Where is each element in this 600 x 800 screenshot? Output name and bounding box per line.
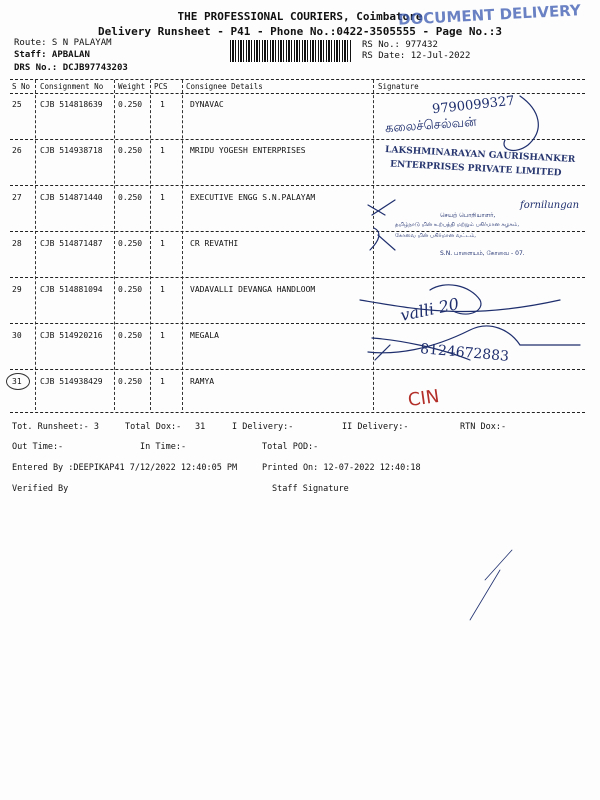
table-row-sno: 29 [12,285,22,294]
table-row-sno: 27 [12,193,22,202]
company-title: THE PROFESSIONAL COURIERS, Coimbatore [177,10,423,23]
verified-by: Verified By [12,484,69,494]
table-row-sno: 31 [12,377,22,386]
col-signature: Signature [378,82,419,91]
table-row-consignment: CJB 514818639 [40,100,103,109]
total-dox-label: Total Dox:- [125,422,182,432]
route-label: Route: S N PALAYAM [14,38,112,48]
signature-25-number: 9790099327 [431,93,516,118]
company-stamp-line1: LAKSHMINARAYAN GAURISHANKER [384,145,576,165]
table-row-pcs: 1 [160,146,165,155]
table-row-consignee: EXECUTIVE ENGG S.N.PALAYAM [190,193,316,202]
table-row-sno: 28 [12,239,22,248]
printed-on: Printed On: 12-07-2022 12:40:18 [262,463,421,473]
signature-27-word: fornilungan [520,200,580,211]
ii-delivery-label: II Delivery:- [342,422,409,432]
table-row-pcs: 1 [160,239,165,248]
table-row-consignment: CJB 514871487 [40,239,103,248]
table-row-sno: 25 [12,100,22,109]
table-row-weight: 0.250 [118,100,143,109]
official-stamp-line2: தமிழ்நாடு மின் உற்பத்தி மற்றும் பகிர்மான கழகம், [395,222,520,228]
entered-by: Entered By :DEEPIKAP41 7/12/2022 12:40:05 PM [12,463,238,473]
table-row-weight: 0.250 [118,193,143,202]
table-row-consignment: CJB 514938718 [40,146,103,155]
table-row-weight: 0.250 [118,377,143,386]
table-row-pcs: 1 [160,377,165,386]
table-row-consignee: RAMYA [190,377,215,386]
out-time-label: Out Time:- [12,442,64,452]
signature-30-number: 8124672883 [419,341,510,365]
table-row-weight: 0.250 [118,146,143,155]
official-stamp-line3: கோவை மின் பகிர்மான வட்டம், [395,233,477,239]
official-stamp-line1: செயற் பொறியாளர், [440,212,496,219]
in-time-label: In Time:- [140,442,187,452]
table-row-pcs: 1 [160,100,165,109]
col-sno: S No [12,82,31,91]
signature-29-scribble: valli 20 [398,294,461,325]
official-stamp-line4: S.N. பாளையம், கோவை - 07. [440,250,525,257]
rs-date: RS Date: 12-Jul-2022 [362,51,471,61]
table-row-consignment: CJB 514920216 [40,331,103,340]
rs-number: RS No.: 977432 [362,40,438,50]
col-consignment: Consignment No [40,82,104,91]
total-pod-label: Total POD:- [262,442,319,452]
total-dox-value: 31 [195,422,206,432]
table-row-consignment: CJB 514871440 [40,193,103,202]
table-row-consignee: CR REVATHI [190,239,239,248]
col-weight: Weight [118,82,146,91]
signature-25-name: கலைச்செல்வன் [384,114,478,137]
table-row-weight: 0.250 [118,239,143,248]
runsheet-title: Delivery Runsheet - P41 - Phone No.:0422-3505555 - Page No.:3 [98,25,502,38]
table-row-consignee: MRIDU YOGESH ENTERPRISES [190,146,306,155]
table-row-pcs: 1 [160,285,165,294]
company-stamp-line2: ENTERPRISES PRIVATE LIMITED [389,159,562,179]
table-row-pcs: 1 [160,331,165,340]
table-row-consignee: MEGALA [190,331,219,340]
document-delivery-stamp: DOCUMENT DELIVERY [397,1,582,29]
table-row-weight: 0.250 [118,285,143,294]
table-row-weight: 0.250 [118,331,143,340]
table-row-sno: 30 [12,331,22,340]
table-row-consignee: DYNAVAC [190,100,224,109]
col-pcs: PCS [154,82,168,91]
table-row-consignment: CJB 514938429 [40,377,103,386]
table-row-consignee: VADAVALLI DEVANGA HANDLOOM [190,285,316,294]
table-row-sno: 26 [12,146,22,155]
i-delivery-label: I Delivery:- [232,422,294,432]
table-row-pcs: 1 [160,193,165,202]
rtn-dox-label: RTN Dox:- [460,422,507,432]
tot-runsheet: Tot. Runsheet:- 3 [12,422,99,432]
col-consignee: Consignee Details [186,82,263,91]
table-row-consignment: CJB 514881094 [40,285,103,294]
staff-label: Staff: APBALAN [14,50,90,60]
signature-31-note: CIN [406,385,441,412]
staff-signature: Staff Signature [272,484,349,494]
drs-number: DRS No.: DCJB97743203 [14,63,128,73]
